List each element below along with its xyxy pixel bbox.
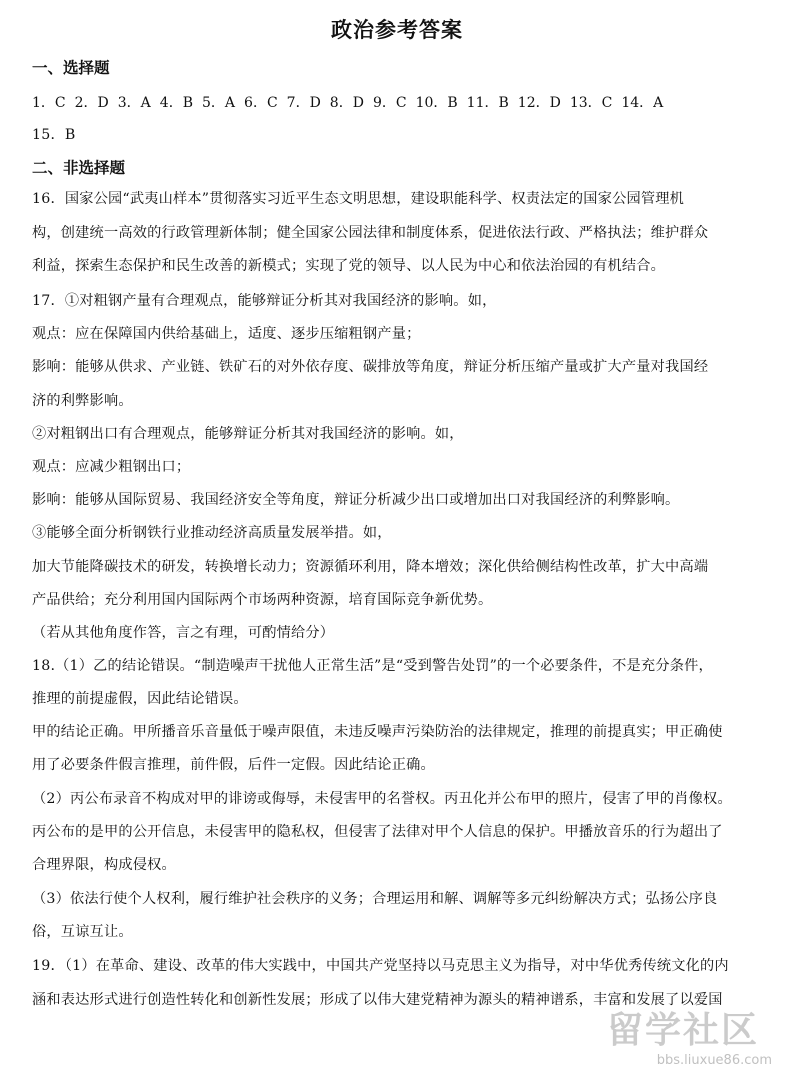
answer-text-line: 合理界限，构成侵权。	[32, 857, 176, 873]
choice-answer: 3．A	[117, 95, 151, 111]
choice-answer: 11．B	[466, 95, 509, 111]
site-watermark	[601, 1002, 776, 1068]
answer-text-line: 涵和表达形式进行创造性转化和创新性发展；形成了以伟大建党精神为源头的精神谱系，丰富和发展了以爱国	[32, 992, 723, 1008]
watermark-url: bbs.liuxue86.com	[656, 1053, 772, 1068]
choice-answer: 7．D	[286, 95, 321, 111]
answer-text-line: 利益，探索生态保护和民生改善的新模式；实现了党的领导、以人民为中心和依法治园的有机结合。	[32, 258, 666, 274]
answer-text-line: 甲的结论正确。甲所播音乐音量低于噪声限值，未违反噪声污染防治的法律规定，推理的前提真实；甲正确使	[32, 724, 723, 740]
answer-text-line: （3）依法行使个人权利，履行维护社会秩序的义务；合理运用和解、调解等多元纠纷解决方式；弘扬公序良	[32, 891, 718, 907]
choice-answer: 4．B	[159, 95, 193, 111]
answer-text-line: 产品供给；充分利用国内国际两个市场两种资源，培育国际竞争新优势。	[32, 592, 493, 608]
answer-text-line: 18.（1）乙的结论错误。“制造噪声干扰他人正常生活”是“受到警告处罚”的一个必要条件，不是充分条件，	[32, 658, 713, 674]
answer-text-line: 观点：应减少粗钢出口；	[32, 459, 191, 475]
section-heading-choice: 一、选择题	[32, 58, 110, 77]
choice-answers-row	[32, 92, 772, 112]
choice-answer: 2．D	[74, 95, 109, 111]
choice-answer: 14．A	[621, 95, 664, 111]
answer-text-line: ②对粗钢出口有合理观点，能够辩证分析其对我国经济的影响。如，	[32, 426, 464, 442]
answer-text-line: 推理的前提虚假，因此结论错误。	[32, 691, 248, 707]
answer-text-line: 俗，互谅互让。	[32, 924, 133, 940]
choice-answer-15: 15．B	[32, 127, 76, 143]
answer-text-line: 丙公布的是甲的公开信息，未侵害甲的隐私权，但侵害了法律对甲个人信息的保护。甲播放音乐的行为超出了	[32, 824, 723, 840]
answer-text-line: 观点：应在保障国内供给基础上，适度、逐步压缩粗钢产量；	[32, 326, 421, 342]
choice-answer: 6．C	[244, 95, 278, 111]
answer-text-line: （2）丙公布录音不构成对甲的诽谤或侮辱，未侵害甲的名誉权。丙丑化并公布甲的照片，侵害了甲的肖像权。	[32, 791, 732, 807]
answer-text-line: 影响：能够从国际贸易、我国经济安全等角度，辩证分析减少出口或增加出口对我国经济的利弊影响。	[32, 492, 680, 508]
choice-answer: 12．D	[517, 95, 561, 111]
choice-answer: 13．C	[569, 95, 613, 111]
choice-answer: 10．B	[415, 95, 458, 111]
answer-text-line: 构，创建统一高效的行政管理新体制；健全国家公园法律和制度体系，促进依法行政、严格执法；维护群众	[32, 225, 709, 241]
page-title: 政治参考答案	[331, 17, 463, 42]
answer-text-line: 济的利弊影响。	[32, 393, 133, 409]
choice-answer: 1．C	[32, 95, 66, 111]
watermark-logo-text: 留学社区	[607, 1010, 760, 1051]
answer-text-line: ③能够全面分析钢铁行业推动经济高质量发展举措。如，	[32, 525, 392, 541]
answer-text-line: 17．①对粗钢产量有合理观点，能够辩证分析其对我国经济的影响。如，	[32, 293, 497, 309]
answer-text-line: 16．国家公园“武夷山样本”贯彻落实习近平生态文明思想，建设职能科学、权责法定的国家公园管理机	[32, 191, 685, 207]
choice-answer: 8．D	[329, 95, 364, 111]
answer-text-line: 加大节能降碳技术的研发，转换增长动力；资源循环利用，降本增效；深化供给侧结构性改革，扩大中高端	[32, 559, 709, 575]
choice-answers	[32, 92, 772, 112]
choice-answer: 5．A	[202, 95, 236, 111]
answer-text-line: 19．（1）在革命、建设、改革的伟大实践中，中国共产党坚持以马克思主义为指导，对中华优秀传统文化的内	[32, 958, 729, 974]
section-heading-nonchoice: 二、非选择题	[32, 158, 126, 177]
choice-answer: 9．C	[372, 95, 407, 111]
answer-text-line: 用了必要条件假言推理，前件假，后件一定假。因此结论正确。	[32, 757, 435, 773]
answer-text-line: 影响：能够从供求、产业链、铁矿石的对外依存度、碳排放等角度，辩证分析压缩产量或扩大产量对我国经	[32, 359, 709, 375]
answer-text-line: （若从其他角度作答，言之有理，可酌情给分）	[32, 625, 335, 641]
